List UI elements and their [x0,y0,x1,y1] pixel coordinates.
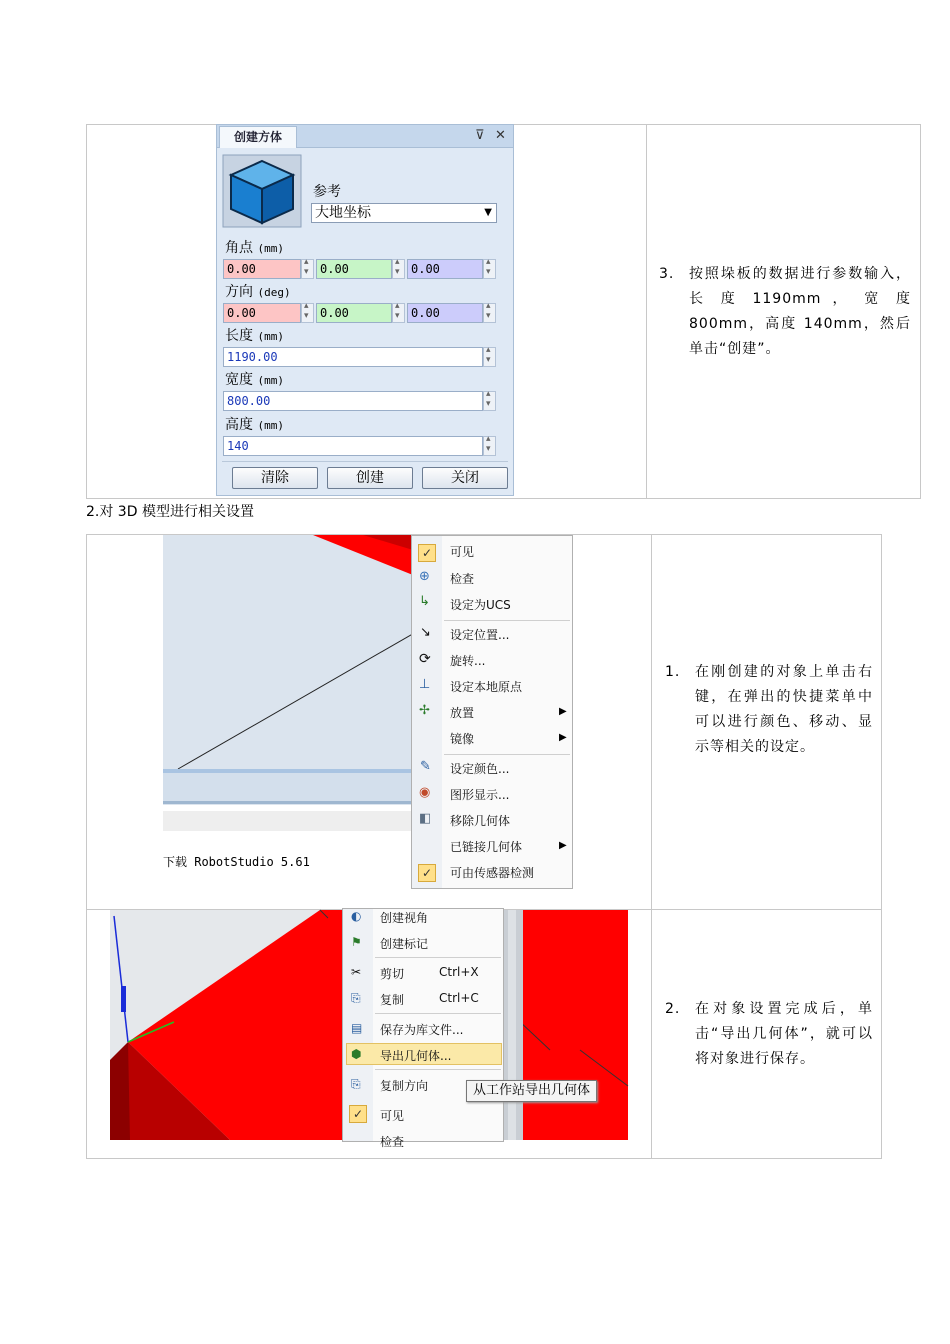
table-2-divider [651,534,652,1159]
set-position-icon: ↘ [420,625,431,640]
visible-check-icon: ✓ [349,1105,367,1123]
corner-y-field[interactable]: 0.00 [316,259,392,279]
width-spin[interactable] [483,391,496,411]
menu-item-export-geometry[interactable]: 导出几何体... [380,1049,452,1063]
height-field[interactable]: 140 [223,436,483,456]
menu-item-inspect[interactable]: 检查 [450,572,475,586]
menu-item-remove-geometry[interactable]: 移除几何体 [450,814,511,828]
menu-item-copy[interactable]: 复制 [380,993,405,1007]
export-tooltip: 从工作站导出几何体 [466,1080,597,1102]
section-2-heading: 2.对 3D 模型进行相关设置 [86,504,254,520]
width-field[interactable]: 800.00 [223,391,483,411]
corner-x-field[interactable]: 0.00 [223,259,301,279]
export-geometry-icon: ⬢ [351,1047,362,1061]
menu-item-place[interactable]: 放置 [450,706,475,720]
menu-item-mirror[interactable]: 镜像 [450,732,475,746]
width-label: 宽度 (mm) [225,372,284,388]
close-icon[interactable]: ✕ [495,128,506,143]
cut-shortcut: Ctrl+X [439,965,479,979]
menu-separator [375,1069,501,1070]
menu-item-cut[interactable]: 剪切 [380,967,405,981]
clear-button[interactable]: 清除 [232,467,318,489]
step-3-text: 3. 按照垛板的数据进行参数输入， 长 度 1190mm ， 宽 度 800mm，高度 140mm，然后单击“创建”。 [689,262,911,362]
menu-item-visible[interactable]: 可见 [450,545,475,559]
direction-y-spin[interactable] [392,303,405,323]
menu-item-inspect[interactable]: 检查 [380,1135,405,1149]
menu-item-create-view[interactable]: 创建视角 [380,911,429,925]
menu-separator [375,1013,501,1014]
context-menu-2 [342,908,504,1149]
direction-z-field[interactable]: 0.00 [407,303,483,323]
context-menu-1 [411,535,573,889]
submenu-arrow-icon: ▶ [559,840,567,851]
menu-item-save-as-library[interactable]: 保存为库文件... [380,1023,464,1037]
viewport-screenshot-2 [110,909,628,1149]
pin-icon[interactable]: ⊽ [475,128,485,143]
dialog-tabbar [217,125,513,148]
chevron-down-icon: ▼ [484,207,492,218]
local-origin-icon: ⊥ [419,677,431,692]
cube-icon [223,155,301,227]
direction-x-spin[interactable] [301,303,314,323]
graphics-display-icon: ◉ [419,785,431,800]
menu-item-sensor-detectable[interactable]: 可由传感器检测 [450,866,535,880]
length-label: 长度 (mm) [225,328,284,344]
corner-z-spin[interactable] [483,259,496,279]
menu-item-set-local-origin[interactable]: 设定本地原点 [450,680,523,694]
menu-separator [444,620,570,621]
direction-z-spin[interactable] [483,303,496,323]
place-icon: ✢ [419,703,430,718]
submenu-arrow-icon: ▶ [559,732,567,743]
menu-item-set-position[interactable]: 设定位置... [450,628,510,642]
visible-check-icon: ✓ [418,544,436,562]
menu-separator [444,754,570,755]
menu-item-linked-geometry[interactable]: 已链接几何体 [450,840,523,854]
menu-item-set-ucs[interactable]: 设定为UCS [450,598,511,612]
create-box-dialog [216,124,514,496]
direction-y-field[interactable]: 0.00 [316,303,392,323]
length-field[interactable]: 1190.00 [223,347,483,367]
menu-item-graphics-display[interactable]: 图形显示... [450,788,510,802]
download-caption: 下载 RobotStudio 5.61 [163,855,310,869]
step-2-text: 2. 在对象设置完成后，单击“导出几何体”，就可以将对象进行保存。 [695,997,873,1072]
copy-icon: ⎘ [351,991,361,1005]
inspect-icon: ⊕ [419,569,430,584]
menu-item-create-marker[interactable]: 创建标记 [380,937,429,951]
copy-shortcut: Ctrl+C [439,991,479,1005]
ucs-icon: ↳ [419,594,430,609]
corner-z-field[interactable]: 0.00 [407,259,483,279]
corner-x-spin[interactable] [301,259,314,279]
table-1-divider [646,124,647,499]
direction-label: 方向 (deg) [225,284,291,300]
length-spin[interactable] [483,347,496,367]
corner-label: 角点 (mm) [225,240,284,256]
remove-geometry-icon: ◧ [419,811,432,826]
menu-item-rotate[interactable]: 旋转... [450,654,486,668]
create-view-icon: ◐ [351,909,362,923]
viewport-screenshot-1 [163,535,573,889]
reference-label: 参考 [313,184,341,200]
height-spin[interactable] [483,436,496,456]
reference-select-value: 大地坐标 [315,205,371,221]
sensor-check-icon: ✓ [418,864,436,882]
save-library-icon: ▤ [351,1021,363,1035]
step-3-number: 3. [659,266,675,282]
dialog-divider [222,461,508,462]
step-1-number: 1. [665,664,681,680]
create-marker-icon: ⚑ [351,935,362,949]
scissors-icon: ✂ [351,965,362,979]
step-1-text: 1. 在刚创建的对象上单击右键，在弹出的快捷菜单中可以进行颜色、移动、显示等相关的设定。 [695,660,873,760]
height-label: 高度 (mm) [225,417,284,433]
rotate-icon: ⟳ [419,651,431,667]
close-button[interactable]: 关闭 [422,467,508,489]
menu-separator [375,957,501,958]
direction-x-field[interactable]: 0.00 [223,303,301,323]
tab-create-box[interactable]: 创建方体 [219,126,297,148]
corner-y-spin[interactable] [392,259,405,279]
reference-select[interactable] [311,203,497,223]
paintbrush-icon: ✎ [420,759,431,774]
submenu-arrow-icon: ▶ [559,706,567,717]
menu-item-visible[interactable]: 可见 [380,1109,405,1123]
copy-orientation-icon: ⎘ [351,1077,361,1091]
menu-item-set-color[interactable]: 设定颜色... [450,762,510,776]
step-2-number: 2. [665,1001,681,1017]
menu-item-copy-orientation[interactable]: 复制方向 [380,1079,429,1093]
create-button[interactable]: 创建 [327,467,413,489]
